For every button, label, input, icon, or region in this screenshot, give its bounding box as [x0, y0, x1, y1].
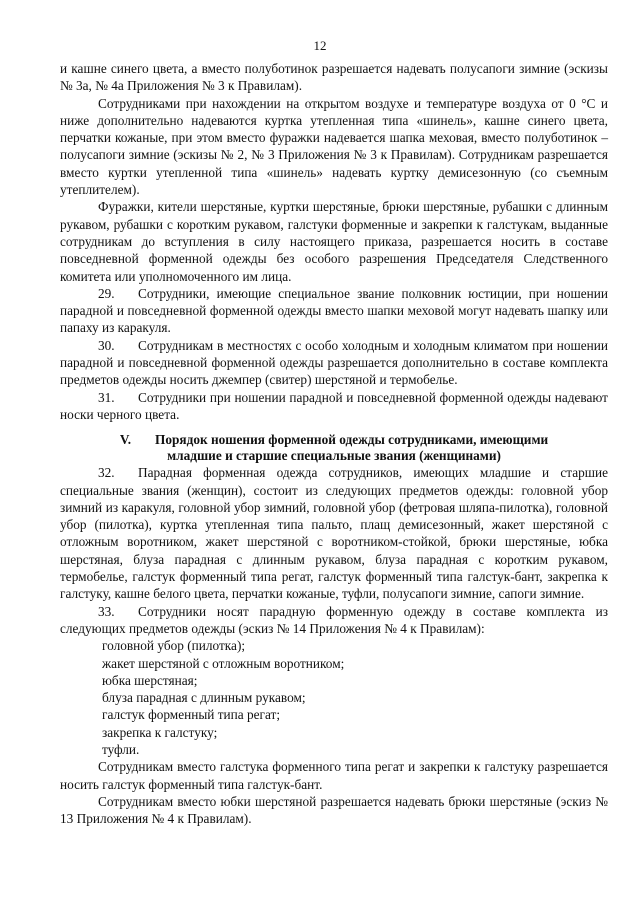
item-number: 30. [98, 337, 115, 353]
list-item: юбка шерстяная; [102, 672, 198, 688]
page-number: 12 [313, 38, 327, 53]
item-text: Сотрудники, имеющие специальное звание полковник юстиции, при ношении парадной и повседневной форменной одежды вместо шапки меховой могут надевать шапку или папаху из каракуля. [60, 285, 608, 336]
item-30 [60, 337, 608, 389]
section-heading [60, 432, 608, 464]
item-text: Сотрудники при ношении парадной и повседневной форменной одежды надевают носки черного цвета. [60, 389, 608, 422]
item-33 [60, 603, 608, 638]
paragraph-outdoor-clothing: Сотрудниками при нахождении на открытом воздухе и температуре воздуха от 0 °С и ниже дополнительно надеваются куртка утепленная типа «шинель», кашне синего цвета, перчатки кожаные, при этом вместо фуражки надевается шапка меховая, вместо полуботинок – полусапоги зимние (эскизы № 2, № 3 Приложения № 3 к Правилам). Сотрудникам разрешается вместо куртки утепленной типа «шинель» надевать куртку демисезонную (со съемным утеплителем). [60, 95, 608, 198]
list-item: блуза парадная с длинным рукавом; [102, 690, 306, 706]
item-text: Парадная форменная одежда сотрудников, имеющих младшие и старшие специальные звания (женщин), состоит из следующих предметов одежды: головной убор зимний из каракуля, головной убор зимний, головной убор (фетровая шляпа-пилотка), головной убор (пилотка), куртка утепленная типа пальто, плащ демисезонный, жакет шерстяной с отложным воротником, жакет шерстяной с воротником-стойкой, брюки шерстяные, юбка шерстяная, блуза парадная с длинным рукавом, блуза парадная с коротким рукавом, термобелье, галстук форменный типа регат, галстук форменный типа галстук-бант, закрепка к галстуку, кашне белого цвета, перчатки кожаные, туфли, полусапоги зимние, сапоги зимние. [60, 465, 608, 602]
section-number: V. [119, 432, 132, 448]
item-text: Сотрудникам в местностях с особо холодным и холодным климатом при ношении парадной и повседневной форменной одежды разрешается дополнительно в составе комплекта предметов одежды носить джемпер (свитер) шерстяной и термобелье. [60, 337, 608, 388]
paragraph-tie-alternative: Сотрудникам вместо галстука форменного типа регат и закрепки к галстуку разрешается носить галстук форменный типа галстук-бант. [60, 759, 608, 792]
section-title-line-2: младшие и старшие специальные звания (женщинами) [167, 448, 501, 464]
list-item: головной убор (пилотка); [102, 638, 246, 654]
item-number: 31. [98, 389, 115, 405]
item-29 [60, 285, 608, 337]
section-title-line-1: Порядок ношения форменной одежды сотрудниками, имеющими [155, 432, 549, 448]
paragraph-continuation: и кашне синего цвета, а вместо полуботинок разрешается надевать полусапоги зимние (эскизы № 3а, № 4а Приложения № 3 к Правилам). [60, 61, 608, 94]
list-item: закрепка к галстуку; [102, 724, 218, 740]
list-item: жакет шерстяной с отложным воротником; [102, 655, 345, 671]
item-number: 33. [98, 603, 115, 619]
list-item: туфли. [102, 741, 140, 757]
list-item: галстук форменный типа регат; [102, 707, 281, 723]
paragraph-trousers-alternative: Сотрудникам вместо юбки шерстяной разрешается надевать брюки шерстяные (эскиз № 13 Приложения № 4 к Правилам). [60, 793, 608, 827]
item-32 [60, 464, 608, 602]
item-number: 32. [98, 465, 115, 481]
section-heading-line-1 [60, 432, 608, 448]
paragraph-legacy-items: Фуражки, кители шерстяные, куртки шерстяные, брюки шерстяные, рубашки с длинным рукавом, рубашки с коротким рукавом, галстуки форменные и закрепки к галстукам, выданные сотрудникам до вступления в силу настоящего приказа, разрешается носить в составе повседневной форменной одежды без особого разрешения Председателя Следственного комитета или уполномоченного им лица. [60, 199, 608, 284]
item-number: 29. [98, 285, 115, 301]
item-text: Сотрудники носят парадную форменную одежду в составе комплекта из следующих предметов одежды (эскиз № 14 Приложения № 4 к Правилам): [60, 603, 608, 636]
document-body [60, 60, 608, 827]
item-31 [60, 389, 608, 424]
